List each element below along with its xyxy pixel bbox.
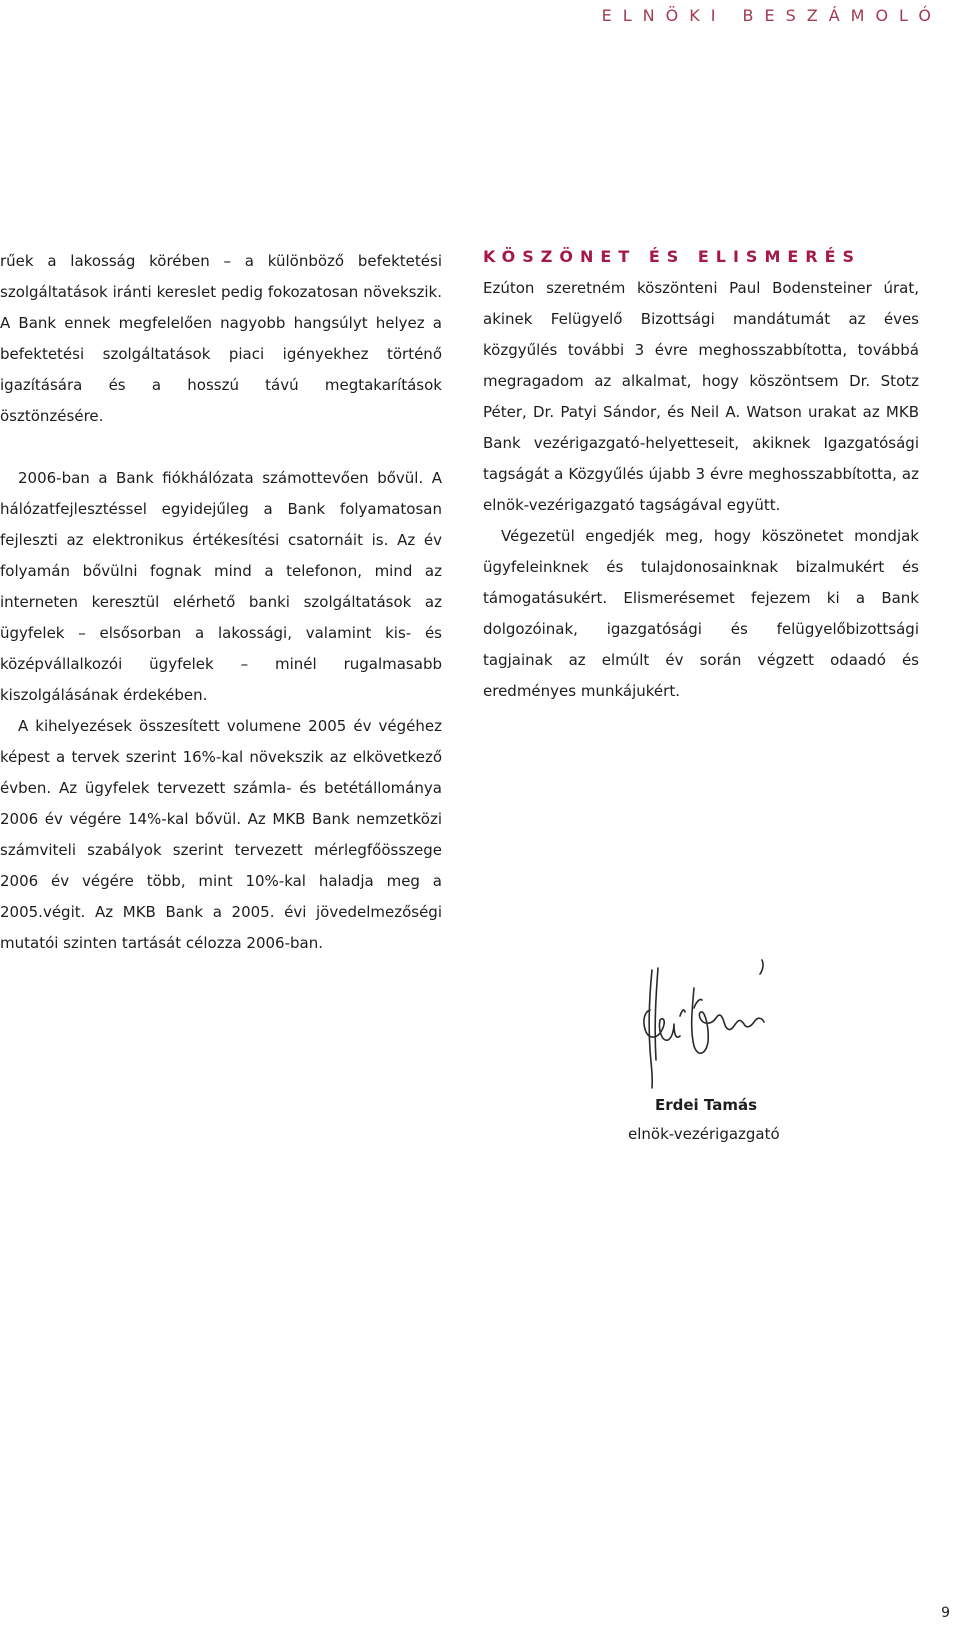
page-number: 9: [941, 1605, 950, 1621]
signatory-name: Erdei Tamás: [655, 1096, 758, 1114]
left-column: [0, 246, 442, 959]
signature-image: [612, 950, 812, 1090]
body-paragraph: rűek a lakosság körében – a különböző befektetési szolgáltatások iránti kereslet pedig fokozatosan növekszik. A Bank ennek megfelelően nagyobb hangsúlyt helyez a befektetési szolgáltatások piaci igényekhez történő igazítására és a hosszú távú megtakarítások ösztönzésére.: [0, 252, 442, 425]
right-column: [483, 246, 919, 707]
body-paragraph: Végezetül engedjék meg, hogy köszönetet mondjak ügyfeleinknek és tulajdonosainknak bizalmukért és támogatásukért. Elismerésemet fejezem ki a Bank dolgozóinak, igazgatósági és felügyelőbizottsági tagjainak az elmúlt év során végzett odaadó és eredményes munkájukért.: [483, 527, 919, 700]
body-paragraph: Ezúton szeretném köszönteni Paul Bodensteiner úrat, akinek Felügyelő Bizottsági mandátumát az éves közgyűlés további 3 évre meghosszabbította, továbbá megragadom az alkalmat, hogy köszöntsem Dr. Stotz Péter, Dr. Patyi Sándor, és Neil A. Watson urakat az MKB Bank vezérigazgató-helyetteseit, akiknek Igazgatósági tagságát a Közgyűlés újabb 3 évre meghosszabbította, az elnök-vezérigazgató tagságával együtt.: [483, 279, 919, 514]
running-header: ELNÖKI BESZÁMOLÓ: [601, 6, 942, 25]
section-heading: KÖSZÖNET ÉS ELISMERÉS: [483, 247, 862, 266]
handwritten-signature: [612, 950, 812, 1090]
body-paragraph: A kihelyezések összesített volumene 2005 év végéhez képest a tervek szerint 16%-kal növekszik az elkövetkező évben. Az ügyfelek tervezett számla- és betétállománya 2006 év végére 14%-kal bővül. Az MKB Bank nemzetközi számviteli szabályok szerint tervezett mérlegfőösszege 2006 év végére több, mint 10%-kal haladja meg a 2005.végit. Az MKB Bank a 2005. évi jövedelmezőségi mutatói szinten tartását célozza 2006-ban.: [0, 717, 442, 952]
body-paragraph: 2006-ban a Bank fiókhálózata számottevően bővül. A hálózatfejlesztéssel egyidejűleg a Bank folyamatosan fejleszti az elektronikus értékesítési csatornáit is. Az év folyamán bővülni fognak mind a telefonon, mind az interneten keresztül elérhető banki szolgáltatások az ügyfelek – elsősorban a lakossági, valamint kis- és középvállalkozói ügyfelek – minél rugalmasabb kiszolgálásának érdekében.: [0, 469, 442, 704]
signatory-title: elnök-vezérigazgató: [628, 1125, 780, 1143]
